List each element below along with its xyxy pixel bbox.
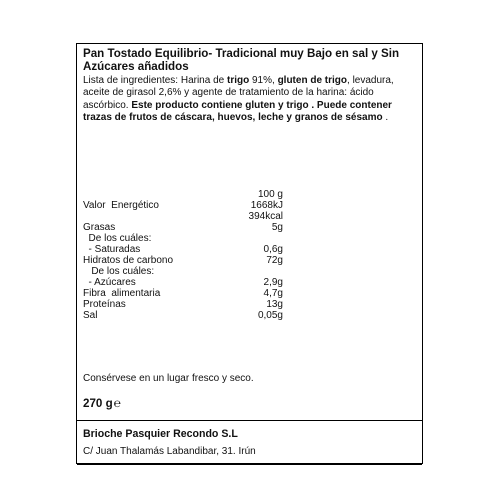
nutrition-row: [83, 266, 283, 277]
nutrient-value: 2,9g: [263, 277, 283, 288]
nutrient-label: Fibra alimentaria: [83, 288, 161, 299]
nutrition-row: [83, 189, 283, 200]
nutrient-value: 1668kJ: [250, 200, 283, 211]
nutrition-row: [83, 233, 283, 244]
company-name: Brioche Pasquier Recondo S.L: [83, 428, 238, 440]
nutrient-label: De los cuáles:: [83, 233, 152, 244]
allergen-highlight: gluten de trigo: [277, 75, 348, 86]
nutrition-row: [83, 222, 283, 233]
nutrition-row: [83, 277, 283, 288]
divider: [77, 464, 422, 465]
ingredients-text: Harina de: [180, 75, 227, 86]
nutrition-row: [83, 310, 283, 321]
nutrition-row: [83, 288, 283, 299]
nutrient-label: Valor Energético: [83, 200, 159, 211]
nutrient-label: - Azúcares: [83, 277, 136, 288]
product-label: [76, 43, 423, 464]
net-weight-value: 270 g: [83, 397, 113, 410]
estimated-sign-icon: ℮: [113, 396, 121, 410]
nutrient-value: 72g: [266, 255, 283, 266]
ingredients-list: [83, 75, 419, 125]
divider: [77, 420, 422, 421]
nutrient-label: De los cuáles:: [83, 266, 155, 277]
nutrient-value: 100 g: [257, 189, 283, 200]
net-weight: [83, 397, 121, 410]
nutrient-label: Proteínas: [83, 299, 126, 310]
nutrient-label: - Saturadas: [83, 244, 141, 255]
nutrition-row: [83, 299, 283, 310]
nutrition-row: [83, 200, 283, 211]
nutrition-row: [83, 255, 283, 266]
nutrient-label: Sal: [83, 310, 98, 321]
ingredients-text: 91%,: [249, 75, 278, 86]
nutrient-label: Grasas: [83, 222, 116, 233]
ingredients-text: .: [382, 112, 389, 124]
nutrient-value: 4,7g: [263, 288, 283, 299]
ingredients-label: Lista de ingredientes:: [83, 75, 181, 86]
ingredients-text: , levadura, aceite de girasol 2,6% y agente de tratamiento de la harina: ácido ascórbico.: [83, 75, 394, 111]
product-title: Pan Tostado Equilibrio- Tradicional muy Bajo en sal y Sin Azúcares añadidos: [83, 47, 400, 73]
nutrient-value: 0,6g: [263, 244, 283, 255]
storage-instructions: Consérvese en un lugar fresco y seco.: [83, 373, 254, 384]
nutrition-row: [83, 244, 283, 255]
nutrient-value: 0,05g: [257, 310, 283, 321]
allergen-statement: Este producto contiene gluten y trigo . Puede contener trazas de frutos de cáscara, huevos, leche y granos de sésamo: [83, 99, 392, 124]
company-address: C/ Juan Thalamás Labandibar, 31. Irún: [83, 446, 256, 457]
nutrient-label: Hidratos de carbono: [83, 255, 174, 266]
nutrient-value: 394kcal: [248, 211, 283, 222]
nutrient-value: 5g: [271, 222, 283, 233]
allergen-highlight: trigo: [226, 75, 250, 86]
nutrition-row: [83, 211, 283, 222]
nutrient-value: 13g: [266, 299, 283, 310]
